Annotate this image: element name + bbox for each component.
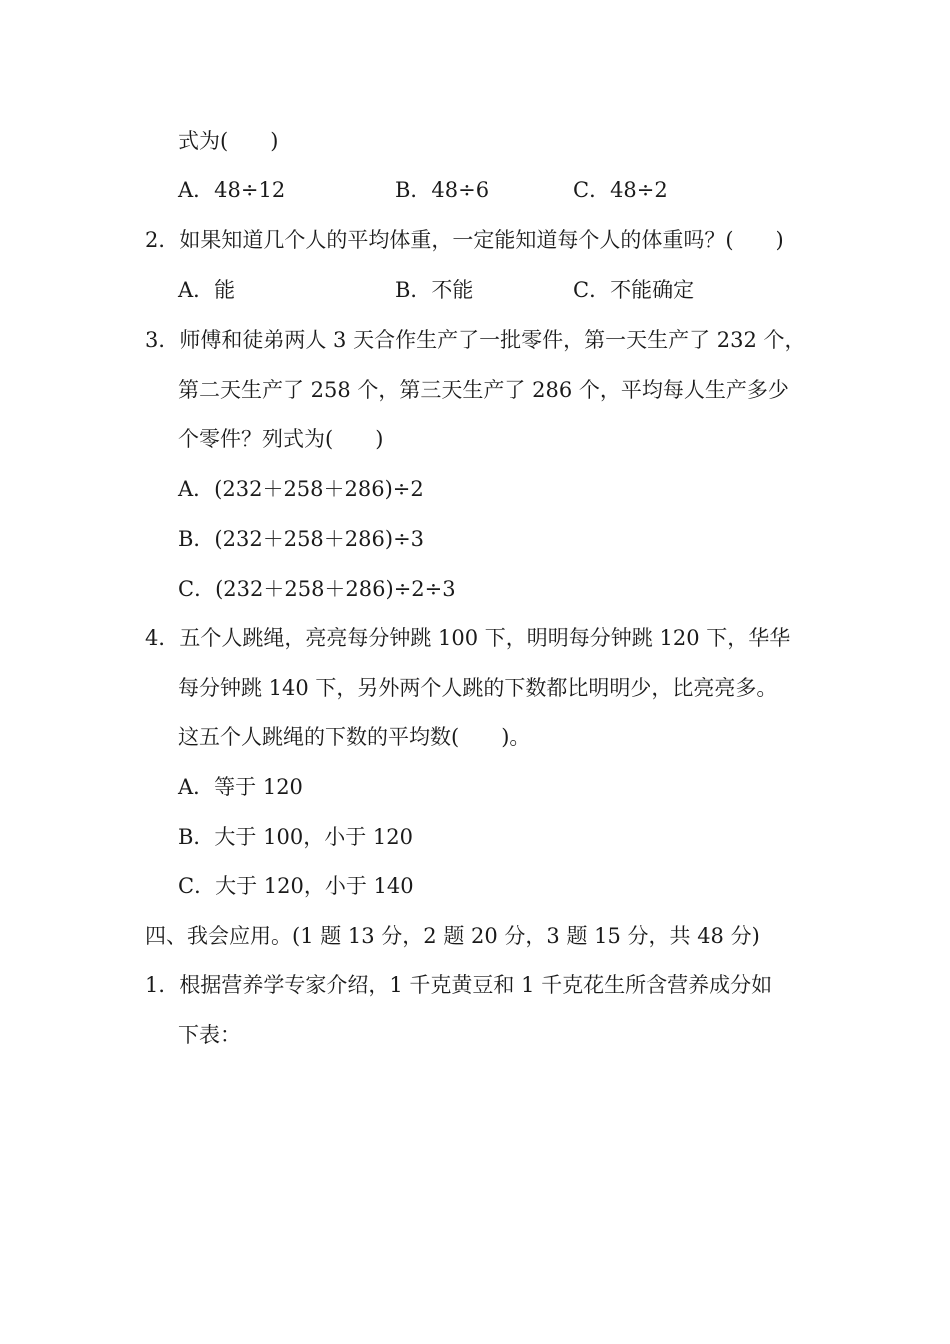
q3-option-a: A．(232＋258＋286)÷2 <box>178 477 424 501</box>
q2-stem: 2．如果知道几个人的平均体重，一定能知道每个人的体重吗？( ) <box>145 228 784 252</box>
q4-option-c: C．大于 120，小于 140 <box>178 874 414 898</box>
q3-stem-line3: 个零件？列式为( ) <box>178 427 384 451</box>
q1-stem-tail: 式为( ) <box>178 129 279 153</box>
q3-stem-line1: 3．师傅和徒弟两人 3 天合作生产了一批零件，第一天生产了 232 个， <box>145 328 806 352</box>
q4-option-b: B．大于 100，小于 120 <box>178 825 413 849</box>
q2-option-c: C．不能确定 <box>573 278 695 302</box>
app-q1-stem-line2: 下表： <box>178 1023 241 1047</box>
q3-option-b: B．(232＋258＋286)÷3 <box>178 527 425 551</box>
q1-option-a: A．48÷12 <box>178 178 286 202</box>
q4-stem-line1: 4．五个人跳绳，亮亮每分钟跳 100 下，明明每分钟跳 120 下，华华 <box>145 626 791 650</box>
q3-stem-line2: 第二天生产了 258 个，第三天生产了 286 个，平均每人生产多少 <box>178 378 789 402</box>
q2-option-b: B．不能 <box>395 278 474 302</box>
app-q1-stem-line1: 1．根据营养学专家介绍，1 千克黄豆和 1 千克花生所含营养成分如 <box>145 973 773 997</box>
q1-option-c: C．48÷2 <box>573 178 668 202</box>
q1-option-b: B．48÷6 <box>395 178 490 202</box>
q3-option-c: C．(232＋258＋286)÷2÷3 <box>178 577 456 601</box>
section-four-heading: 四、我会应用。(1 题 13 分，2 题 20 分，3 题 15 分，共 48 分) <box>145 924 760 948</box>
q4-option-a: A．等于 120 <box>178 775 303 799</box>
q4-stem-line2: 每分钟跳 140 下，另外两个人跳的下数都比明明少，比亮亮多。 <box>178 676 778 700</box>
q4-stem-line3: 这五个人跳绳的下数的平均数( )。 <box>178 725 531 749</box>
q2-option-a: A．能 <box>178 278 236 302</box>
